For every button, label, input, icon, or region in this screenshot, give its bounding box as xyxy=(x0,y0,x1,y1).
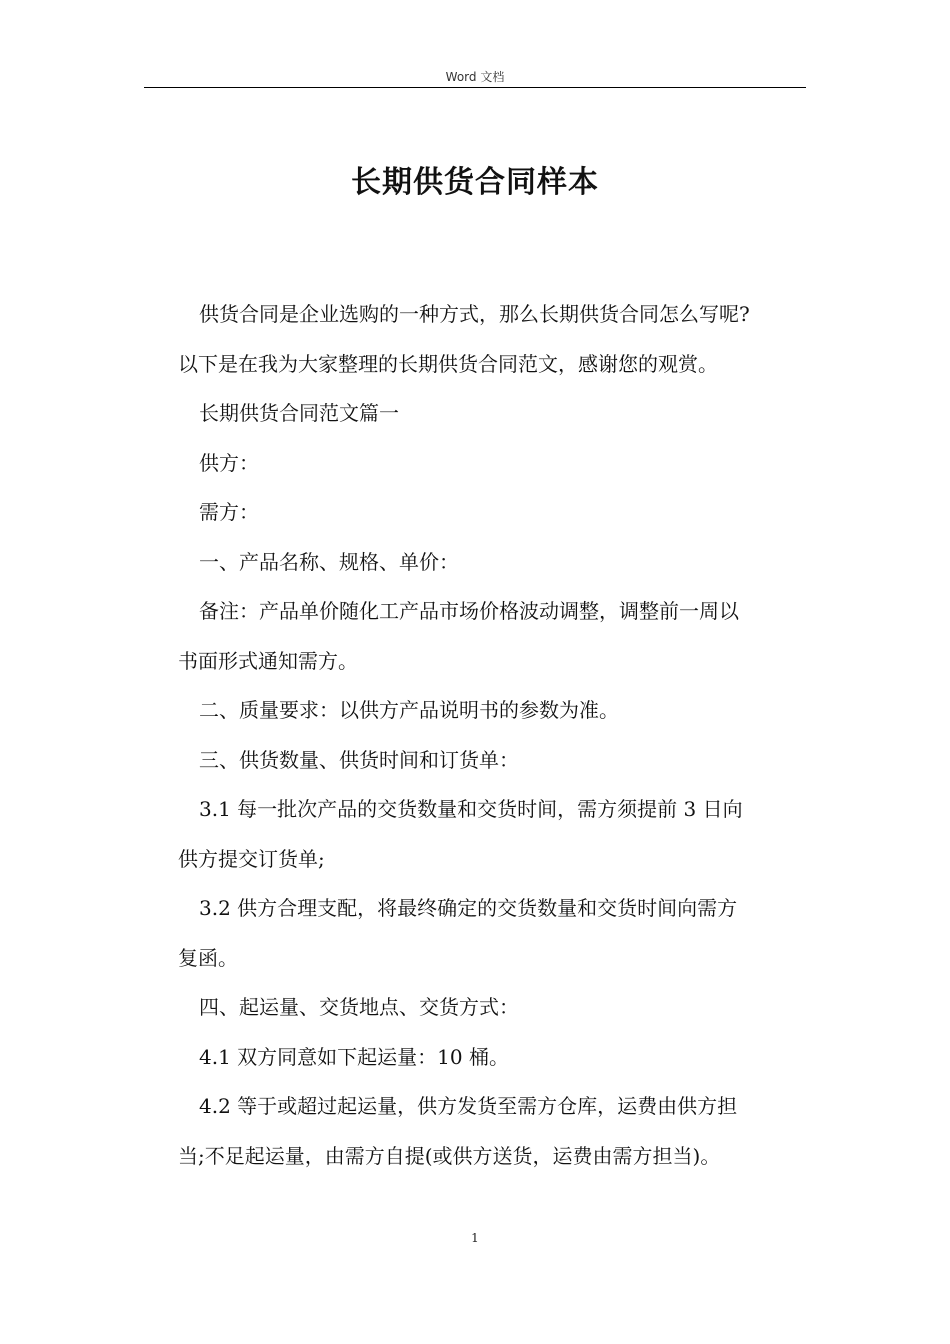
paragraph-supplier: 供方： xyxy=(199,450,259,475)
paragraph-clause-3-1: 3.1 每一批次产品的交货数量和交货时间，需方须提前 3 日向 供方提交订货单; xyxy=(178,797,743,871)
paragraph-clause-4-1: 4.1 双方同意如下起运量：10 桶。 xyxy=(199,1044,509,1069)
paragraph-clause-2: 二、质量要求：以供方产品说明书的参数为准。 xyxy=(199,698,619,722)
paragraph-clause-1: 一、产品名称、规格、单价： xyxy=(199,549,459,574)
page-header: Word 文档 xyxy=(445,70,505,84)
paragraph-note: 备注：产品单价随化工产品市场价格波动调整，调整前一周以 书面形式通知需方。 xyxy=(178,599,739,673)
paragraph-intro: 供货合同是企业选购的一种方式，那么长期供货合同怎么写呢? 以下是在我为大家整理的长期供货合同范文，感谢您的观赏。 xyxy=(178,302,750,376)
document-body xyxy=(178,290,818,1181)
paragraph-clause-4: 四、起运量、交货地点、交货方式： xyxy=(199,995,519,1019)
paragraph-section-title: 长期供货合同范文篇一 xyxy=(199,401,399,425)
header-divider xyxy=(144,87,806,88)
page-number: 1 xyxy=(471,1231,479,1245)
paragraph-clause-3: 三、供货数量、供货时间和订货单： xyxy=(199,747,519,772)
paragraph-buyer: 需方： xyxy=(199,500,259,524)
paragraph-clause-4-2: 4.2 等于或超过起运量，供方发货至需方仓库，运费由供方担 当;不足起运量，由需方自提(或供方送货，运费由需方担当)。 xyxy=(178,1094,738,1168)
document-title: 长期供货合同样本 xyxy=(351,165,599,200)
paragraph-clause-3-2: 3.2 供方合理支配，将最终确定的交货数量和交货时间向需方 复函。 xyxy=(178,896,738,970)
